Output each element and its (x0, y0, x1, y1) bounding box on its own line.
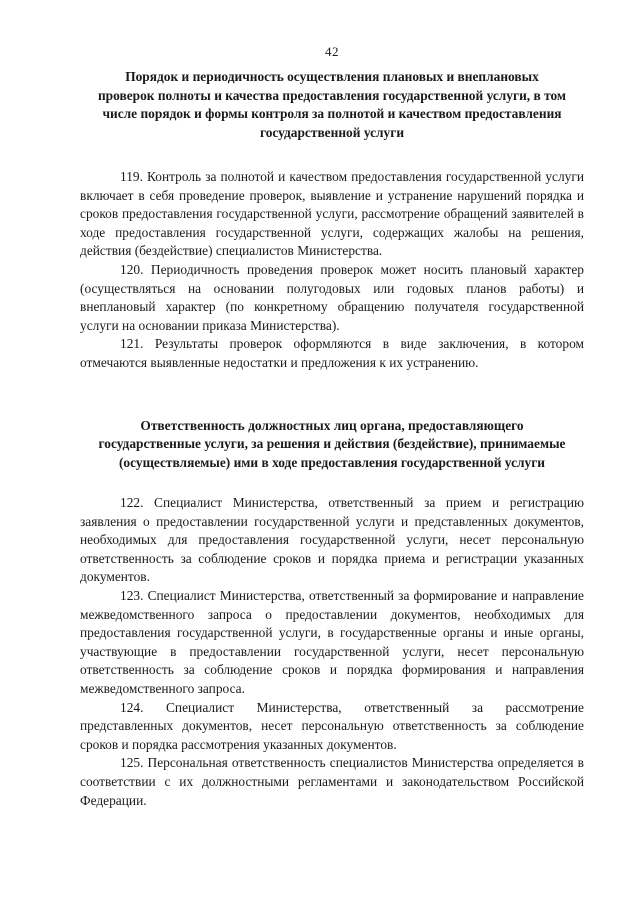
section-heading-responsibility (80, 417, 584, 473)
page-number: 42 (325, 44, 339, 59)
paragraph-124: 124. Специалист Министерства, ответственный за рассмотрение представленных документов, несет персональную ответственность за соблюдение сроков и порядка рассмотрения указанных документов. (80, 699, 584, 752)
heading-line: Ответственность должностных лиц органа, предоставляющего (140, 417, 524, 433)
heading-line: проверок полноты и качества предоставления государственной услуги, в том (97, 87, 567, 103)
heading-line: Порядок и периодичность осуществления плановых и внеплановых (125, 69, 539, 84)
spacer (80, 142, 584, 168)
spacer (80, 472, 584, 494)
paragraph-125: 125. Персональная ответственность специалистов Министерства определяется в соответствии с их должностными регламентами и законодательством Российской Федерации. (80, 755, 584, 808)
heading-line: (осуществляемые) ими в ходе предоставления государственной услуги (118, 454, 546, 470)
paragraph-123: 123. Специалист Министерства, ответственный за формирование и направление межведомственного запроса о предоставлении документов, необходимых для предоставления государственной услуги, в государственные органы и иные органы, участвующие в предоставлении государственной услуги, несет персональную ответственность за соблюдение сроков и порядка формирования и направления межведомственного запроса. (80, 588, 584, 696)
spacer (80, 373, 584, 417)
heading-line: государственные услуги, за решения и действия (бездействие), принимаемые (98, 436, 566, 452)
heading-line: государственной услуги (259, 124, 405, 140)
heading-line: числе порядок и формы контроля за полнотой и качеством предоставления (102, 106, 562, 121)
paragraph-122: 122. Специалист Министерства, ответственный за прием и регистрацию заявления о предоставлении государственной услуги и представленных документов, необходимых для предоставления государственной услуги, несет персональную ответственность за соблюдение сроков и порядка приема и регистрации указанных документов. (80, 495, 584, 585)
paragraph-120: 120. Периодичность проведения проверок может носить плановый характер (осуществляться на основании полугодовых или годовых планов работы) и внеплановый характер (по конкретному обращению получателя государственной услуги на основании приказа Министерства). (80, 261, 584, 333)
paragraph-119: 119. Контроль за полнотой и качеством предоставления государственной услуги включает в себя проведение проверок, выявление и устранение нарушений порядка и сроков предоставления государственной услуги, рассмотрение обращений заявителей в ходе предоставления государственной услуги, содержащих жалобы на решения, действия (бездействие) специалистов Министерства. (80, 169, 584, 259)
paragraph-121: 121. Результаты проверок оформляются в виде заключения, в котором отмечаются выявленные недостатки и предложения к их устранению. (80, 336, 584, 370)
section-heading-inspections (80, 68, 584, 142)
